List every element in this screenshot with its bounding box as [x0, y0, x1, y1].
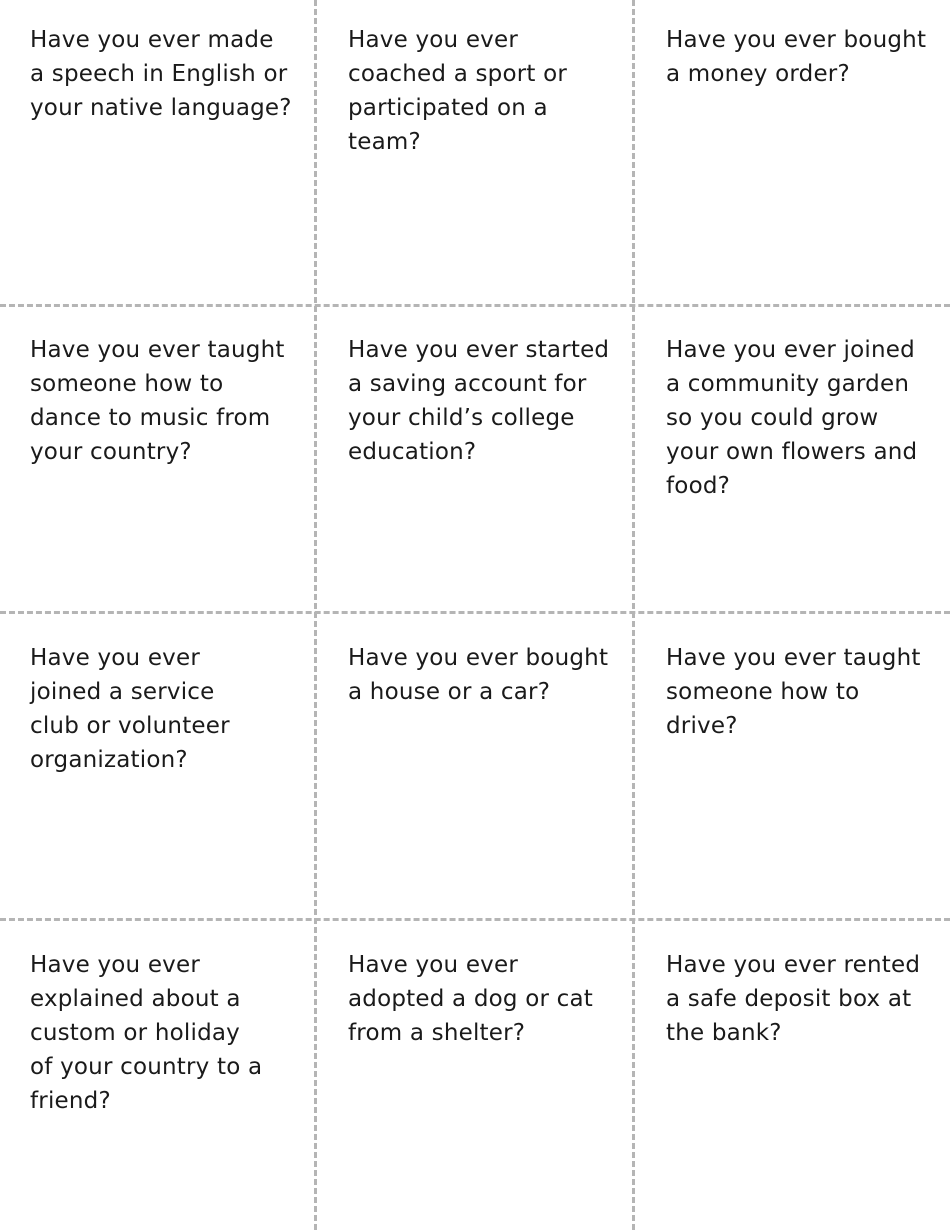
card-line: your child’s college: [348, 405, 575, 431]
card-line: Have you ever: [30, 645, 201, 671]
card-line: Have you ever taught: [666, 645, 921, 671]
question-card-3: [666, 23, 946, 91]
card-line: Have you ever joined: [666, 337, 915, 363]
card-line: explained about a: [30, 986, 241, 1012]
card-line: Have you ever bought: [348, 645, 609, 671]
card-line: someone how to: [30, 371, 224, 397]
card-line: your country?: [30, 439, 192, 465]
question-card-9: [666, 641, 946, 743]
card-line: of your country to a: [30, 1054, 263, 1080]
card-line: participated on a: [348, 95, 548, 121]
card-line: a saving account for: [348, 371, 587, 397]
card-line: your native language?: [30, 95, 292, 121]
card-line: joined a service: [30, 679, 215, 705]
card-line: a house or a car?: [348, 679, 551, 705]
card-line: Have you ever: [348, 952, 519, 978]
card-line: Have you ever taught: [30, 337, 285, 363]
card-line: from a shelter?: [348, 1020, 526, 1046]
card-line: food?: [666, 473, 731, 499]
card-line: club or volunteer: [30, 713, 230, 739]
question-card-10: [30, 948, 310, 1118]
card-line: Have you ever rented: [666, 952, 921, 978]
vertical-cut-line-2: [632, 0, 635, 1230]
question-card-4: [30, 333, 310, 469]
card-line: adopted a dog or cat: [348, 986, 594, 1012]
horizontal-cut-line-1: [0, 304, 950, 307]
question-card-11: [348, 948, 628, 1050]
vertical-cut-line-1: [314, 0, 317, 1230]
card-line: Have you ever bought: [666, 27, 927, 53]
card-line: education?: [348, 439, 477, 465]
card-line: Have you ever: [30, 952, 201, 978]
card-line: drive?: [666, 713, 738, 739]
card-line: a safe deposit box at: [666, 986, 912, 1012]
question-card-2: [348, 23, 628, 159]
card-line: a speech in English or: [30, 61, 288, 87]
card-line: so you could grow: [666, 405, 879, 431]
card-line: custom or holiday: [30, 1020, 240, 1046]
card-line: a community garden: [666, 371, 910, 397]
card-line: a money order?: [666, 61, 850, 87]
card-line: Have you ever made: [30, 27, 274, 53]
card-line: organization?: [30, 747, 188, 773]
question-card-7: [30, 641, 310, 777]
question-card-6: [666, 333, 946, 503]
card-line: dance to music from: [30, 405, 271, 431]
card-line: friend?: [30, 1088, 111, 1114]
card-line: the bank?: [666, 1020, 782, 1046]
question-card-5: [348, 333, 628, 469]
question-card-8: [348, 641, 628, 709]
card-line: Have you ever: [348, 27, 519, 53]
card-line: Have you ever started: [348, 337, 610, 363]
card-line: coached a sport or: [348, 61, 568, 87]
horizontal-cut-line-2: [0, 611, 950, 614]
card-line: team?: [348, 129, 421, 155]
card-line: someone how to: [666, 679, 860, 705]
horizontal-cut-line-3: [0, 918, 950, 921]
card-line: your own flowers and: [666, 439, 918, 465]
question-card-1: [30, 23, 310, 125]
question-card-12: [666, 948, 946, 1050]
